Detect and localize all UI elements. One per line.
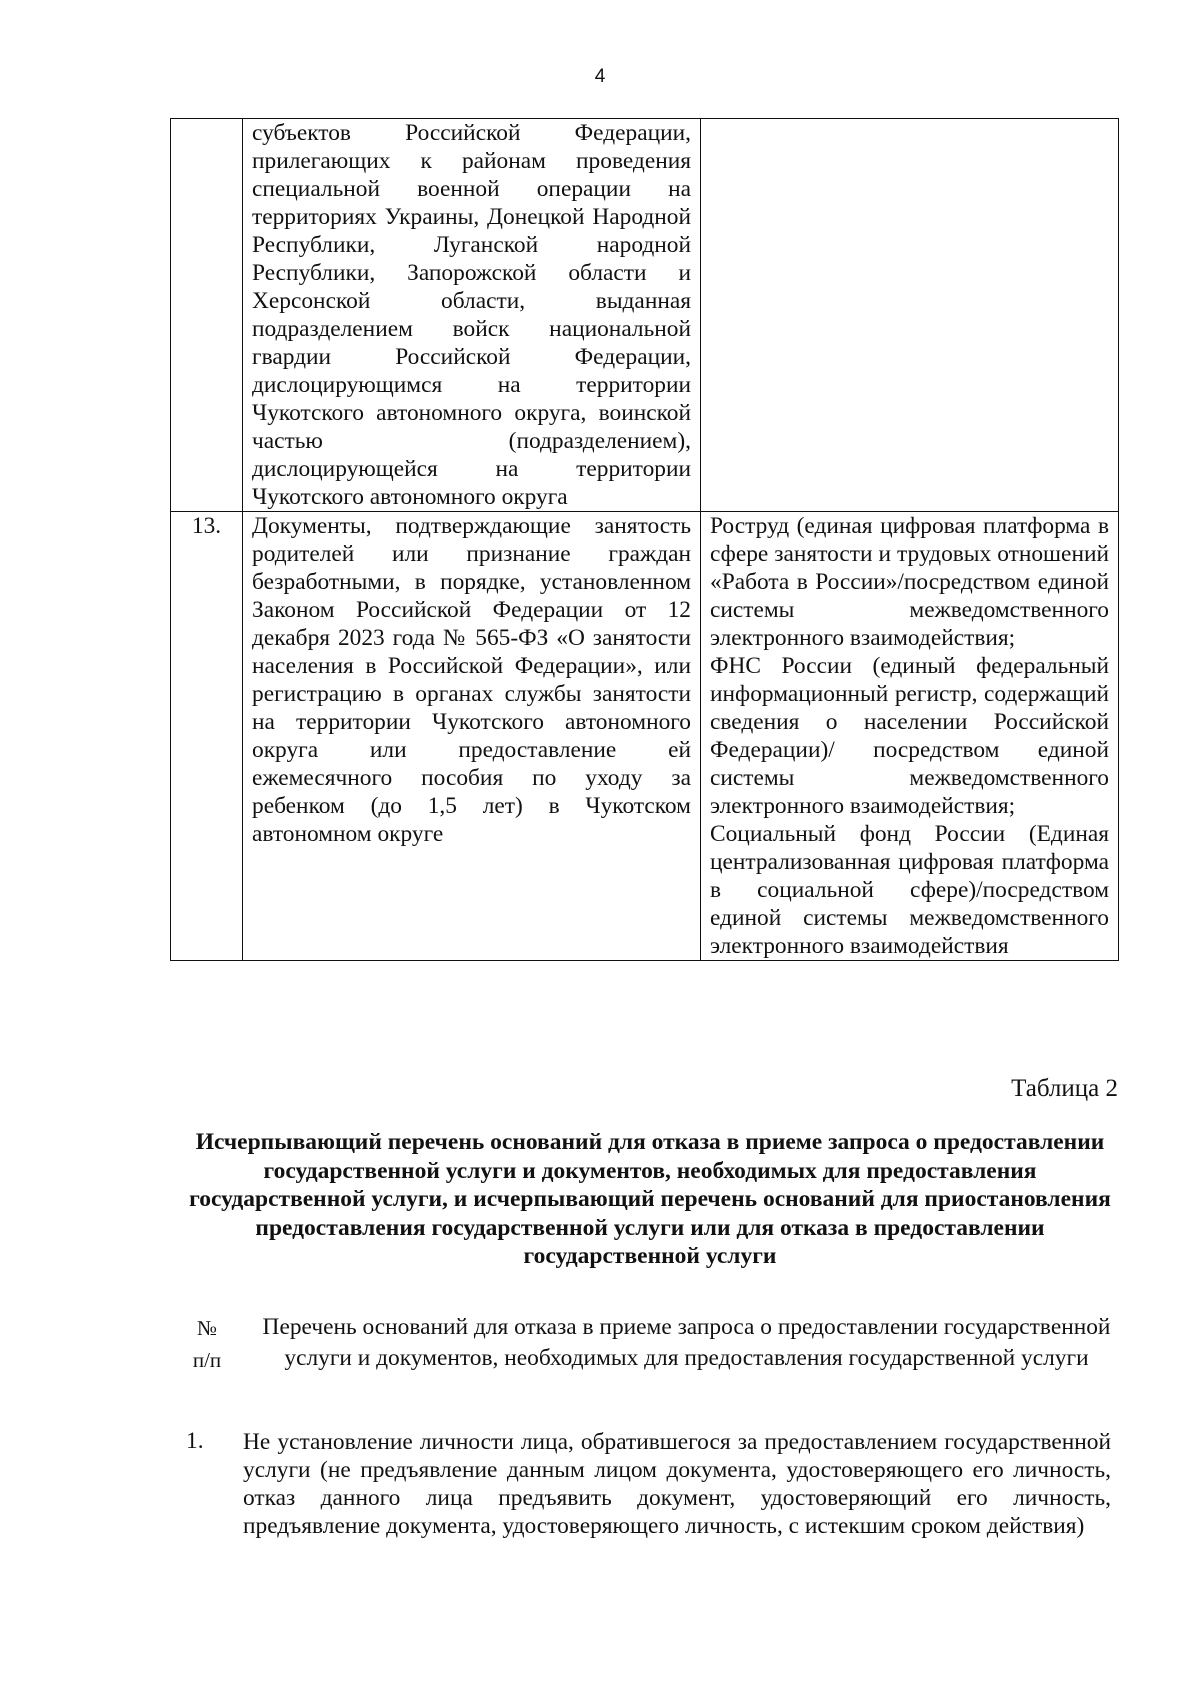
- page-number: 4: [594, 66, 606, 87]
- row-number-cell: [171, 119, 243, 512]
- document-cell: Документы, подтверждающие занятость родителей или признание граждан безработными, в порядке, установленном Законом Российской Федерации от 12 декабря 2023 года № 565-ФЗ «О занятости населения в Российской Федерации», или регистрацию в органах службы занятости на территории Чукотского автономного округа или предоставление ей ежемесячного пособия по уходу за ребенком (до 1,5 лет) в Чукотском автономном округе: [243, 512, 701, 961]
- column-number-abbr: п/п: [192, 1348, 222, 1372]
- source-cell: [701, 512, 1119, 961]
- source-sfr: Социальный фонд России (Единая централизованная цифровая платформа в социальной сфере)/посредством единой системы межведомственного электронного взаимодействия: [710, 821, 1109, 959]
- table-2-heading: Исчерпывающий перечень оснований для отказа в приеме запроса о предоставлении государственной услуги и документов, необходимых для предоставления государственной услуги, и исчерпывающий перечень оснований для приостановления предоставления государственной услуги или для отказа в предоставлении государственной услуги: [189, 1129, 1111, 1269]
- column-number-symbol: №: [196, 1316, 218, 1340]
- column-number-label: [187, 1312, 227, 1376]
- source-cell: [701, 119, 1119, 512]
- row-number-cell: 13.: [171, 512, 243, 961]
- source-rostrud: Роструд (единая цифровая платформа в сфере занятости и трудовых отношений «Работа в России»/посредством единой системы межведомственного электронного взаимодействия;: [710, 513, 1109, 651]
- source-fns: ФНС России (единый федеральный информационный регистр, содержащий сведения о населении Российской Федерации)/ посредством единой системы межведомственного электронного взаимодействия;: [710, 653, 1109, 819]
- documents-table: [170, 118, 1119, 961]
- list-item-number: 1.: [186, 1428, 204, 1454]
- document-cell: субъектов Российской Федерации, прилегающих к районам проведения специальной военной операции на территориях Украины, Донецкой Народной Республики, Луганской народной Республики, Запорожской области и Херсонской области, выданная подразделением войск национальной гвардии Российской Федерации, дислоцирующимся на территории Чукотского автономного округа, воинской частью (подразделением), дислоцирующейся на территории Чукотского автономного округа: [243, 119, 701, 512]
- table-row-continuation: [171, 119, 1119, 512]
- table-2-label: Таблица 2: [1011, 1075, 1118, 1102]
- column-title: Перечень оснований для отказа в приеме запроса о предоставлении государственной услуги и документов, необходимых для предоставления государственной услуги: [262, 1314, 1111, 1371]
- list-item-text: Не установление личности лица, обратившегося за предоставлением государственной услуги (не предъявление данным лицом документа, удостоверяющего его личность, отказ данного лица предъявить документ, удостоверяющий его личность, предъявление документа, удостоверяющего личность, с истекшим сроком действия): [243, 1429, 1111, 1539]
- table-row-13: [171, 512, 1119, 961]
